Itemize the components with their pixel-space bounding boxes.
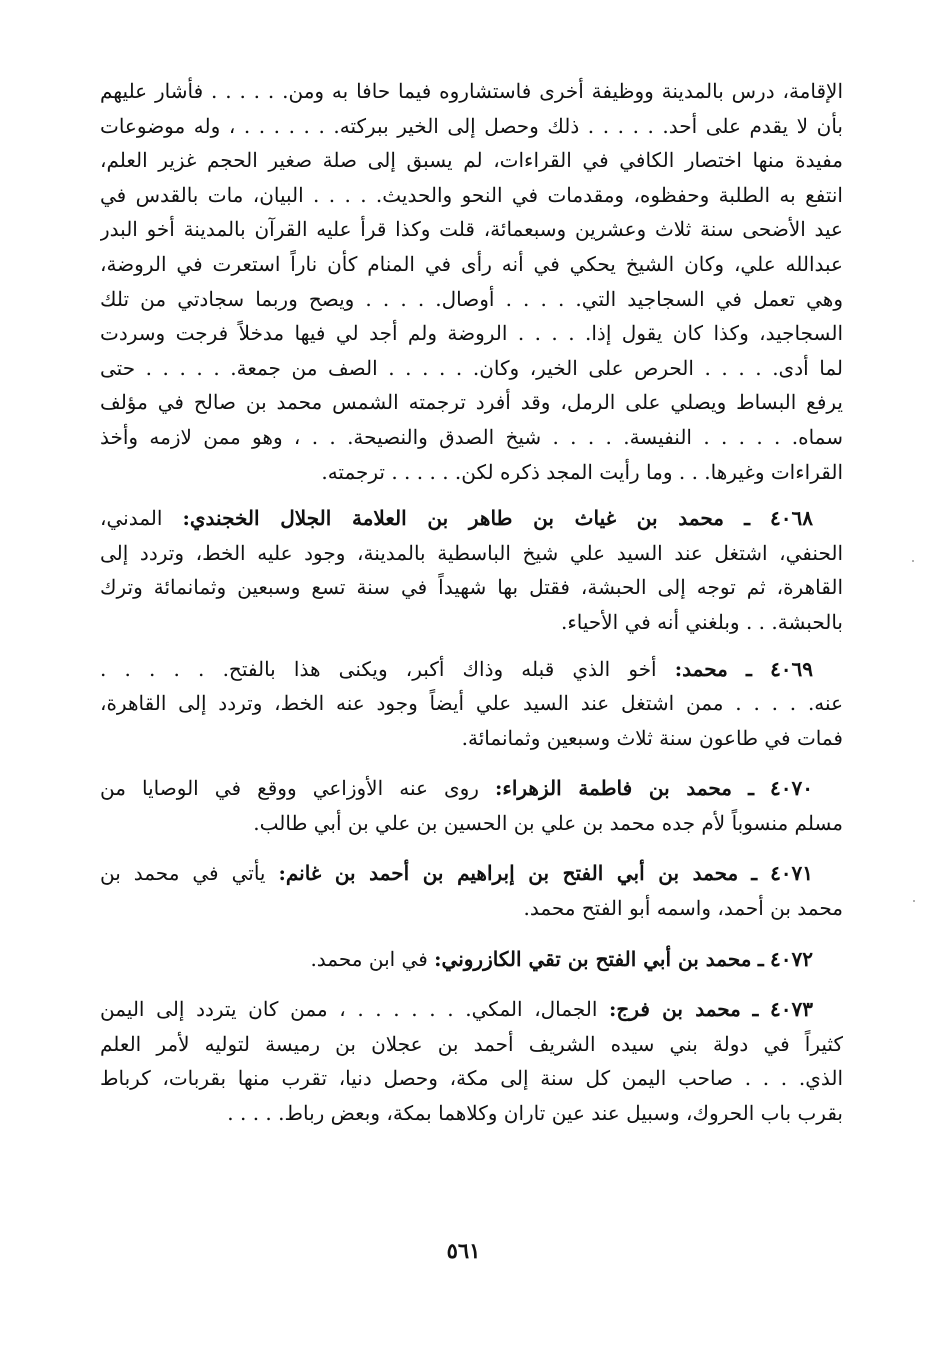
text-line: عيد الأضحى سنة ثلاث وعشرين وسبعمائة، قلت وكذا قرأ عليه القرآن بالمدينة أخو البدر xyxy=(100,217,843,242)
entry-4070 xyxy=(100,771,843,840)
entry-name: محمد: xyxy=(674,656,728,681)
entry-text: المدني، xyxy=(100,506,183,531)
entry-number: ٤٠٧٠ xyxy=(770,776,813,801)
text-line: فمات في طاعون سنة ثلاث وسبعين وثمانمائة. xyxy=(461,725,843,750)
entry-number: ٤٠٧١ xyxy=(770,861,814,886)
entry-dash: ـ xyxy=(748,776,754,801)
entry-heading-line xyxy=(100,501,843,536)
entry-dash: ـ xyxy=(751,861,758,886)
text-line: لما أدى. . . . . الحرص على الخير، وكان. . . . . . الصف من جمعة. . . . . . حتى xyxy=(100,355,843,380)
entry-dash: ـ xyxy=(746,656,752,681)
text-line: عبدالله علي، وكان الشيخ يحكي في أنه رأى في المنام كأن ناراً استعرت في الروضة، xyxy=(100,251,843,276)
text-line: بأن لا يقدم على أحد. . . . . . ذلك وحصل إلى الخير ببركته. . . . . . . ، وله موضوعات xyxy=(100,113,843,138)
entry-text: روى عنه الأوزاعي ووقع في الوصايا من xyxy=(100,776,496,801)
scan-speck xyxy=(913,900,915,902)
page-body xyxy=(100,74,843,1131)
entry-4073 xyxy=(100,992,843,1130)
entry-dash: ـ xyxy=(757,946,764,971)
text-line: سماه. . . . . . النفيسة. . . . . شيخ الصدق والنصيحة. . . ، وهو ممن لازمه وأخذ xyxy=(100,424,843,449)
text-line: بقرب باب الحروك، وسبيل عند عين تاران وكلاهما بمكة، وبعض رباط. . . . . xyxy=(227,1101,843,1126)
page-number: ٥٦١ xyxy=(446,1238,481,1263)
text-line: الحنفي، اشتغل عند السيد علي شيخ الباسطية بالمدينة، وجود عليه الخط، وتردد إلى xyxy=(100,540,843,565)
entry-heading-line xyxy=(100,942,843,977)
entry-name: محمد بن أبي الفتح بن تقي الكازروني: xyxy=(434,946,752,971)
entry-heading-line xyxy=(100,992,843,1027)
entry-number: ٤٠٦٨ xyxy=(770,506,814,531)
entry-dash: ـ xyxy=(752,997,759,1022)
text-line: مسلم منسوباً لأم جده محمد بن علي بن الحسين بن علي بن أبي طالب. xyxy=(253,810,843,835)
text-line: يرفع البساط ويصلي على الرمل، وقد أفرد ترجمته الشمس محمد بن صالح في مؤلف xyxy=(100,390,843,415)
entry-name: محمد بن فرج: xyxy=(609,997,741,1022)
entry-text: الجمال، المكي. . . . . . . ، ممن كان يتردد إلى اليمن xyxy=(100,997,610,1022)
text-line: كثيراً في دولة بني سيده الشريف أحمد بن عجلان بن رميسة لتوليه لأمر العلم xyxy=(100,1031,843,1056)
text-line: القاهرة، ثم توجه إلى الحبشة، فقتل بها شهيداً في سنة تسع وسبعين وثمانمائة وترك xyxy=(100,575,843,600)
entry-4071 xyxy=(100,856,843,925)
text-line: السجاجيد، وكذا كان يقول إذا. . . . . الروضة ولم أجد لي فيها مدخلاً فرجت وسردت xyxy=(100,321,843,346)
text-line: مفيدة منها اختصار الكافي في القراءات، لم يسبق إلى صلة صغير الحجم غزير العلم، xyxy=(100,148,843,173)
entry-number: ٤٠٧٢ xyxy=(770,946,813,971)
entry-4072 xyxy=(100,942,843,977)
text-line: انتفع به الطلبة وحفظوه، ومقدمات في النحو والحديث. . . . . البيان، مات بالقدس في xyxy=(100,182,843,207)
entry-heading-line xyxy=(100,856,843,891)
text-line: الذي. . . . صاحب اليمن كل سنة إلى مكة، وحصل دنيا، تقرب منها بقربات، كرباط xyxy=(100,1066,843,1091)
entry-text: أخو الذي قبله وذاك أكبر، ويكنى هذا بالفتح. . . . . . xyxy=(100,656,675,681)
text-line: بالحبشة. . . وبلغني أنه في الأحياء. xyxy=(561,609,843,634)
entry-text: يأتي في محمد بن xyxy=(100,861,279,886)
entry-name: محمد بن أبي الفتح بن إبراهيم بن أحمد بن غانم: xyxy=(278,861,739,886)
text-line: الإقامة، درس بالمدينة ووظيفة أخرى فاستشاروه فيما حافا به ومن. . . . . . فأشار عليهم xyxy=(100,79,843,103)
entry-text: في ابن محمد. xyxy=(310,946,435,971)
text-line: عنه. . . . . ممن اشتغل عند السيد علي أيضاً وجود عنه الخط، وتردد إلى القاهرة، xyxy=(100,691,843,716)
entry-number: ٤٠٦٩ xyxy=(770,656,814,681)
entry-number: ٤٠٧٣ xyxy=(770,997,814,1022)
entry-name: محمد بن فاطمة الزهراء: xyxy=(495,776,733,801)
text-line: محمد بن أحمد، واسمه أبو الفتح محمد. xyxy=(523,896,843,921)
text-line: القراءات وغيرها. . . وما رأيت المجد ذكره لكن. . . . . . ترجمته. xyxy=(321,459,843,484)
entry-heading-line xyxy=(100,652,843,687)
entry-name: محمد بن غياث بن طاهر بن العلامة الجلال الخجندي: xyxy=(182,506,724,531)
intro-paragraph xyxy=(100,74,843,489)
text-line: وهي تعمل في السجاجيد التي. . . . . أوصال. . . . . ويصح وربما سجادتي من تلك xyxy=(100,286,843,311)
entry-4069 xyxy=(100,652,843,756)
entry-4068 xyxy=(100,501,843,639)
entry-dash: ـ xyxy=(744,506,750,531)
entry-heading-line xyxy=(100,771,843,806)
scan-speck xyxy=(912,560,914,562)
